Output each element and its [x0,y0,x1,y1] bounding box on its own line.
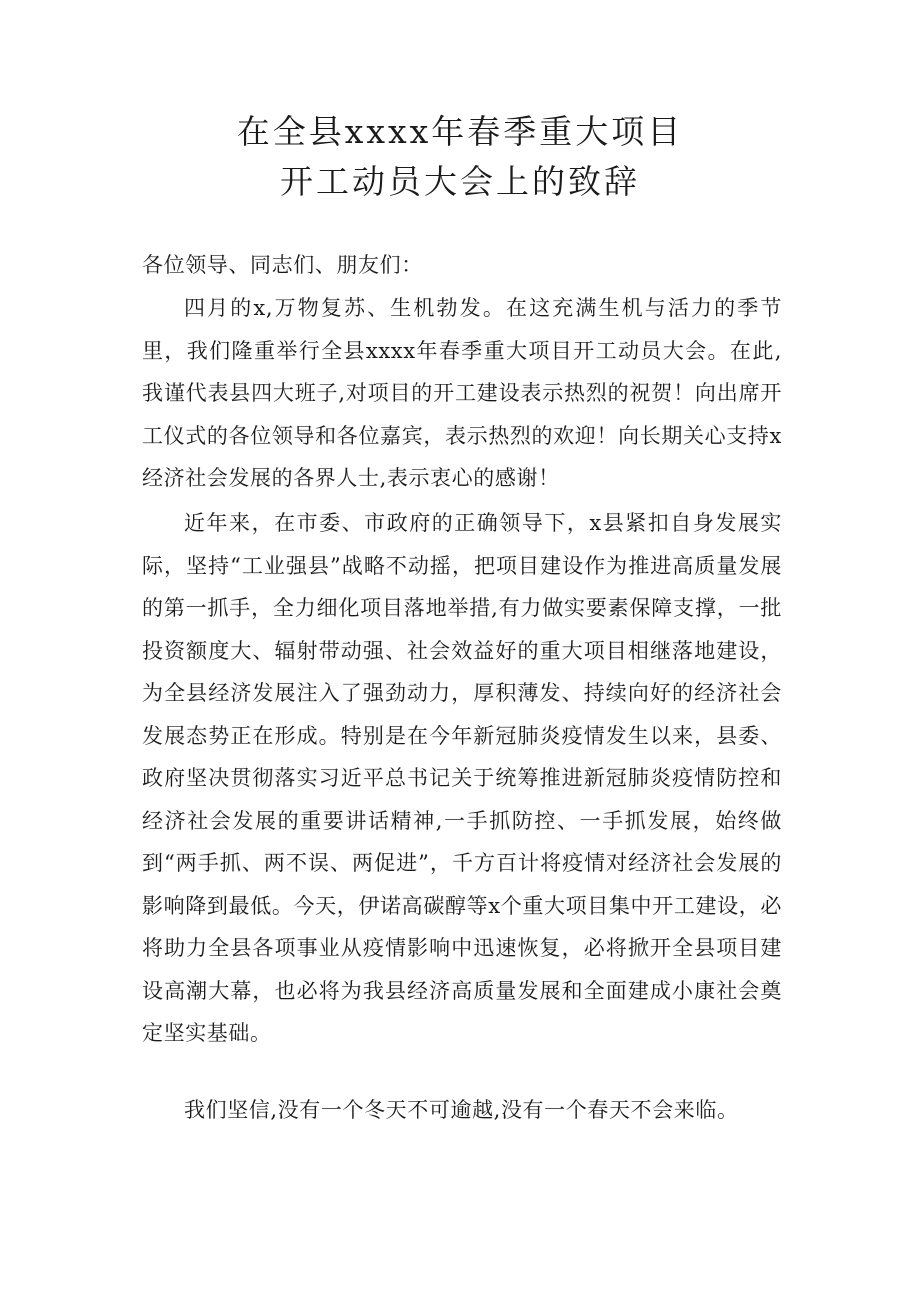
paragraph-opening: 四月的x,万物复苏、生机勃发。在这充满生机与活力的季节里，我们隆重举行全县xxxx年春季重大项目开工动员大会。在此,我谨代表县四大班子,对项目的开工建设表示热烈的祝贺！向出席开工仪式的各位领导和各位嘉宾，表示热烈的欢迎！向长期关心支持x经济社会发展的各界人士,表示衷心的感谢！ [142,296,782,490]
document-title-line-1: 在全县xxxx年春季重大项目 [236,112,684,151]
document-title-line-2: 开工动员大会上的致辞 [280,162,640,201]
salutation: 各位领导、同志们、朋友们： [142,253,423,277]
paragraph-belief: 我们坚信,没有一个冬天不可逾越,没有一个春天不会来临。 [184,1098,739,1122]
paragraph-development: 近年来，在市委、市政府的正确领导下，x县紧扣自身发展实际，坚持“工业强县”战略不动摇，把项目建设作为推进高质量发展的第一抓手，全力细化项目落地举措,有力做实要素保障支撑，一批投资额度大、辐射带动强、社会效益好的重大项目相继落地建设，为全县经济发展注入了强劲动力，厚积薄发、持续向好的经济社会发展态势正在形成。特别是在今年新冠肺炎疫情发生以来，县委、政府坚决贯彻落实习近平总书记关于统筹推进新冠肺炎疫情防控和经济社会发展的重要讲话精神,一手抓防控、一手抓发展，始终做到“两手抓、两不误、两促进”，千方百计将疫情对经济社会发展的影响降到最低。今天，伊诺高碳醇等x个重大项目集中开工建设，必将助力全县各项事业从疫情影响中迅速恢复，必将掀开全县项目建设高潮大幕，也必将为我县经济高质量发展和全面建成小康社会奠定坚实基础。 [142,511,782,1045]
